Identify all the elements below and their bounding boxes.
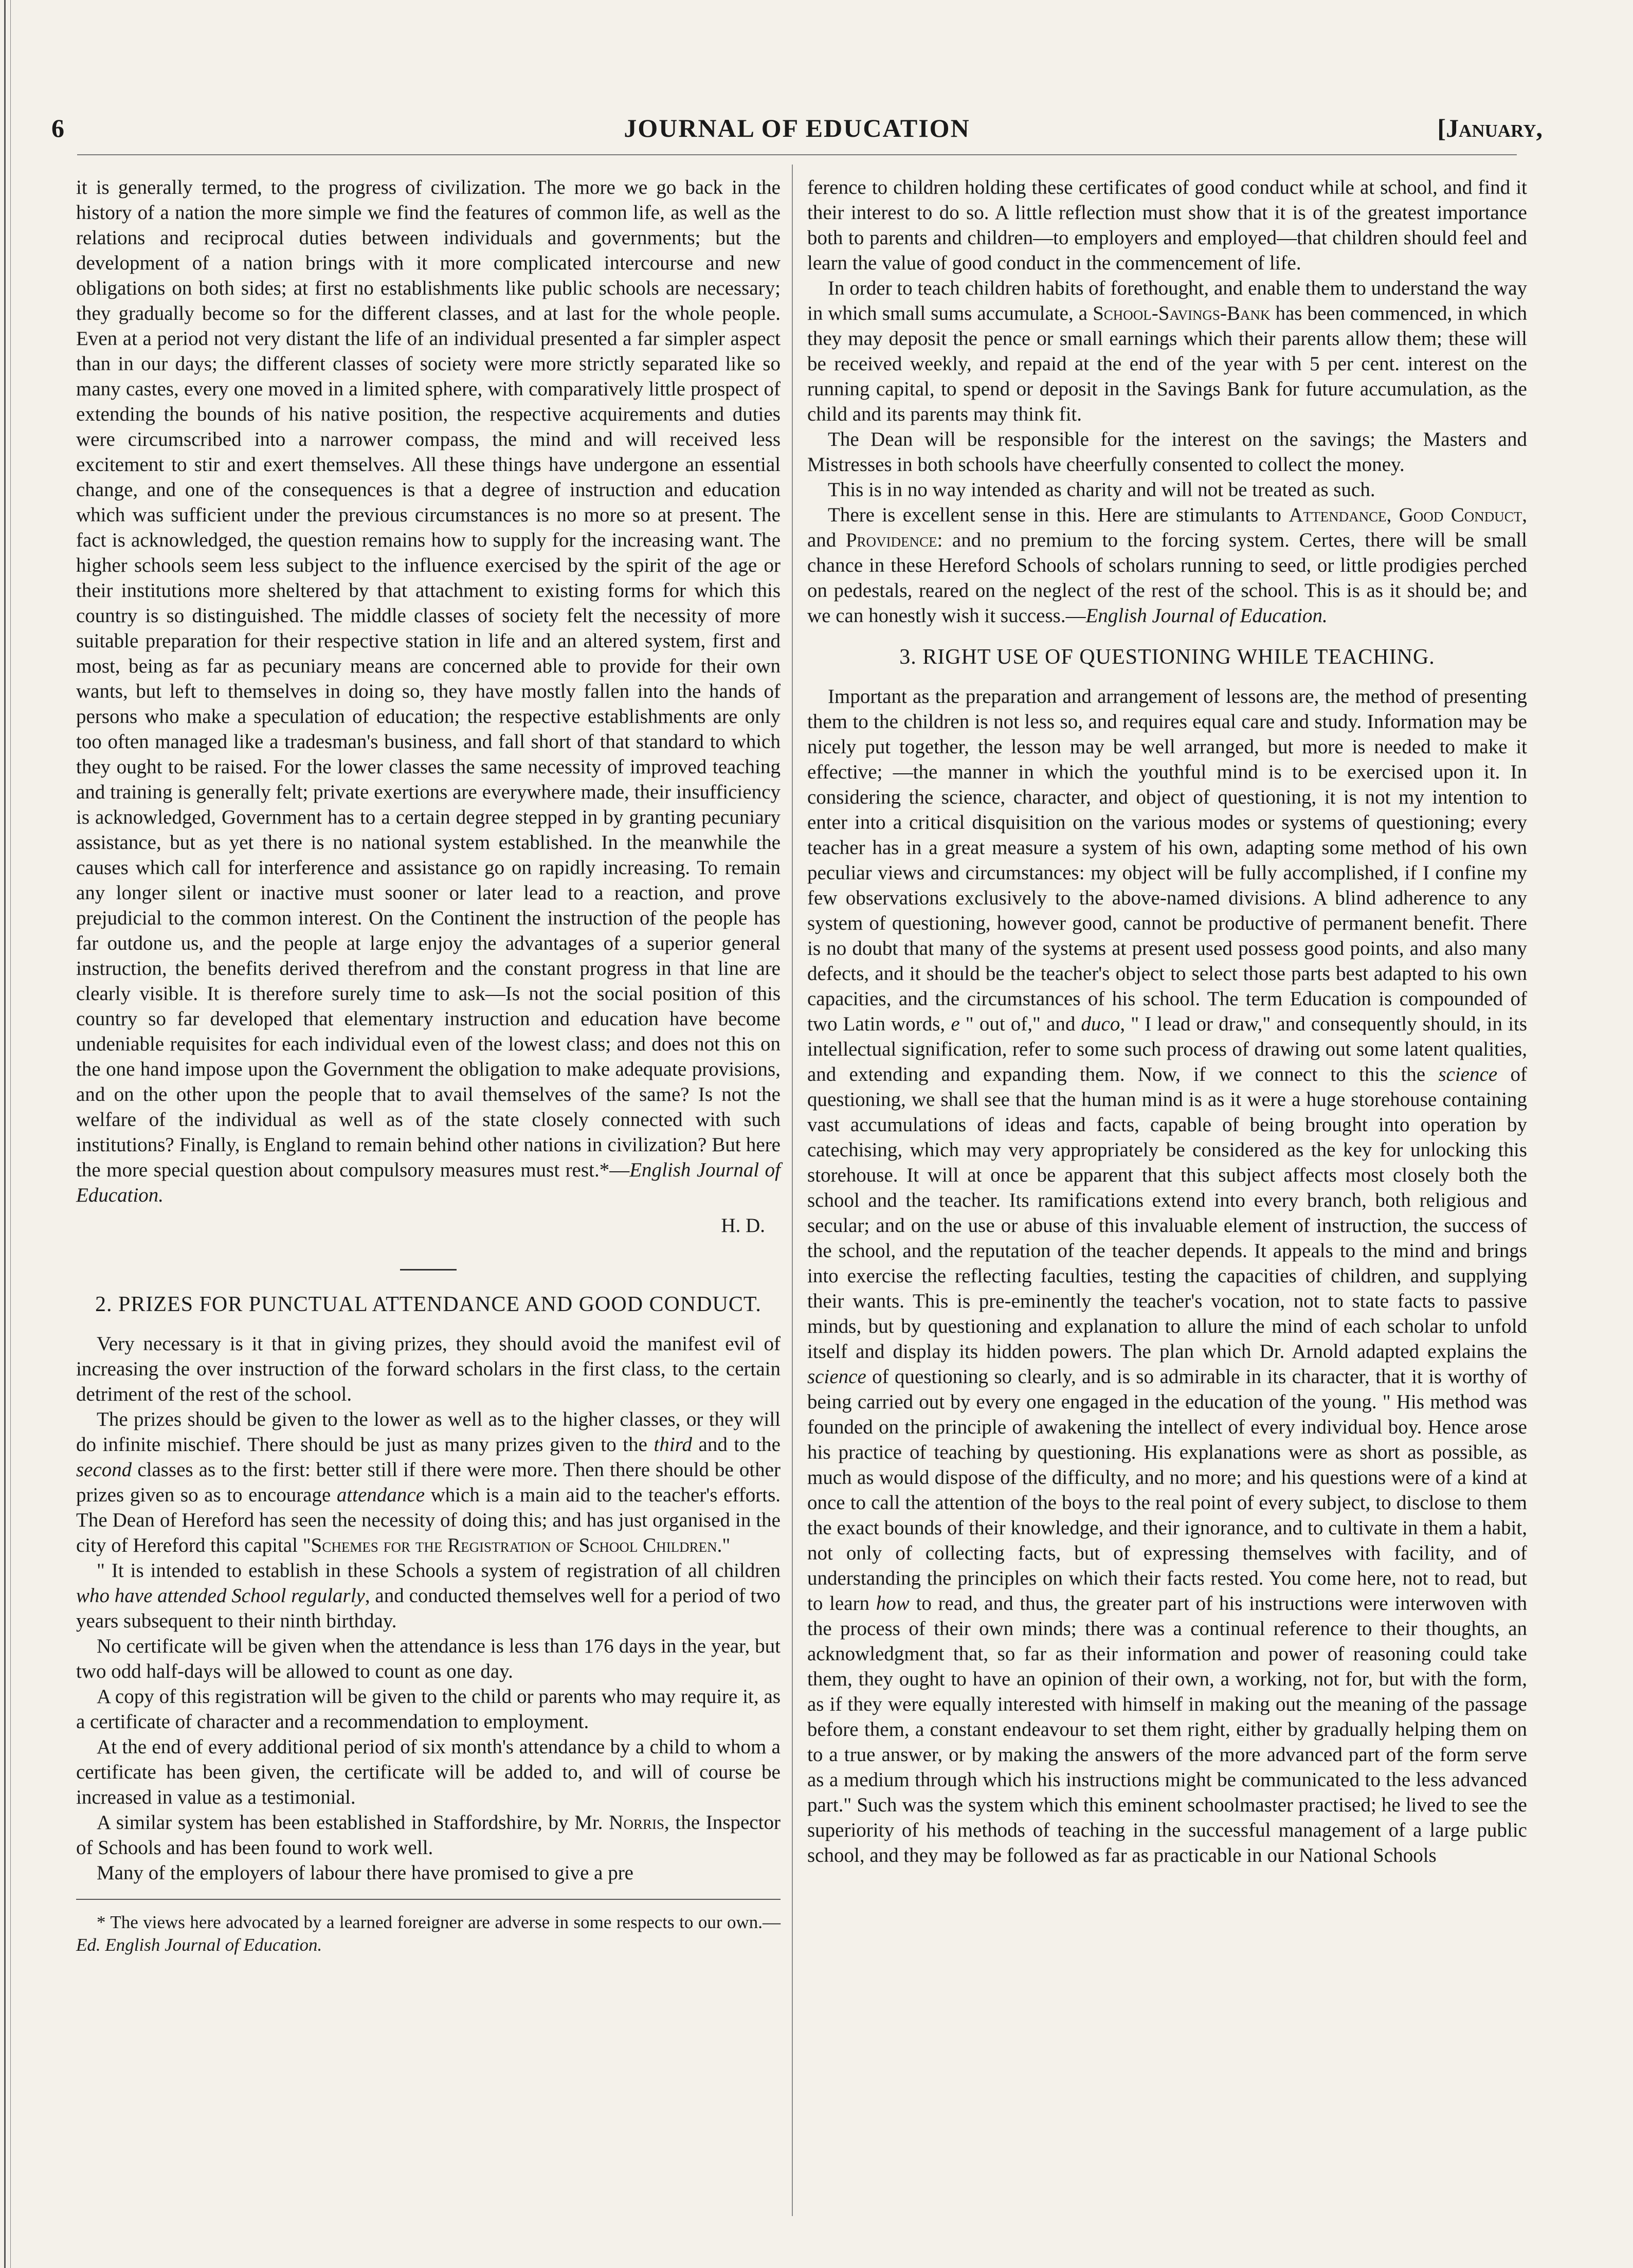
article1-signature: H. D. xyxy=(721,1214,765,1237)
section2-paragraph-6: At the end of every additional period of six month's attendance by a child to whom a certificate has been given, the certificate will be added to, and will of course be increased in value as a testimonial. xyxy=(76,1736,781,1808)
section2-continuation: ference to children holding these certificates of good conduct while at school, and find it their interest to do so. A little reflection must show that it is of the greatest importance both to parents and children—to employers and employed—that children should feel and learn the value of good conduct in the commencement of life. xyxy=(807,176,1527,274)
savings-bank-paragraph: In order to teach children habits of forethought, and enable them to understand the way in which small sums accumulate, a School-Savings-Bank has been commenced, in which they may deposit the pence or small earnings which their parents allow them; these will be received weekly, and repaid at the end of the year with 5 per cent. interest on the running capital, to spend or deposit in the Savings Bank for future accumulation, as the child and its parents may think fit. xyxy=(807,277,1527,425)
section2-paragraph-5: A copy of this registration will be given to the child or parents who may require it, as a certificate of character and a recommendation to employment. xyxy=(76,1685,781,1733)
page-number: 6 xyxy=(51,114,64,142)
journal-title: JOURNAL OF EDUCATION xyxy=(624,114,970,142)
section2-paragraph-1: Very necessary is it that in giving prizes, they should avoid the manifest evil of increasing the over instruction of the forward scholars in the first class, to the certain detriment of the rest of the school. xyxy=(76,1333,781,1405)
section2-paragraph-8: Many of the employers of labour there have promised to give a pre xyxy=(97,1862,633,1884)
section3-heading: 3. RIGHT USE OF QUESTIONING WHILE TEACHING. xyxy=(899,645,1435,669)
article1-paragraph: it is generally termed, to the progress of civilization. The more we go back in the history of a nation the more simple we find the features of common life, as well as the relations and reciprocal duties between individuals and governments; but the development of a nation brings with it more complicated intercourse and new obligations on both sides; at first no establishments like public schools are necessary; they gradually become so for the different classes, and at last for the whole people. Even at a period not very distant the life of an individual presented a far simpler aspect than in our days; the different classes of society were more strictly separated like so many castes, every one moved in a limited sphere, with comparatively little prospect of extending the bounds of his native position, the respective acquirements and duties were circumscribed into a narrower compass, the mind and will received less excitement to stir and exert themselves. All these things have undergone an essential change, and one of the consequences is that a degree of instruction and education which was sufficient under the previous circumstances is no more so at present. The fact is acknowledged, the question remains how to supply for the increasing want. The higher schools seem less subject to the influence exercised by the spirit of the age or their institutions more sheltered by that attachment to existing forms for which this country is so distinguished. The middle classes of society felt the necessity of more suitable preparation for their respective station in life and an altered system, first and most, being as far as pecuniary means are concerned able to provide for their own wants, but left to themselves in doing so, they have mostly fallen into the hands of persons who make a speculation of education; the respective establishments are only too often managed like a tradesman's business, and fall short of that standard to which they ought to be raised. For the lower classes the same necessity of improved teaching and training is generally felt; private exertions are everywhere made, their insufficiency is acknowledged, Government has to a certain degree stepped in by granting pecuniary assistance, but as yet there is no national system established. In the meanwhile the causes which call for interference and assistance go on rapidly increasing. To remain any longer silent or inactive must sooner or later lead to a reaction, and prove prejudicial to the common interest. On the Continent the instruction of the people has far outdone us, and the people at large enjoy the advantages of a superior general instruction, the benefits derived therefrom and the constant progress in that line are clearly visible. It is therefore surely time to ask—Is not the social position of this country so far developed that elementary instruction and education have become undeniable requisites for each individual even of the lowest class; and does not this on the one hand impose upon the Government the obligation to make adequate provisions, and on the other upon the people that to avail themselves of the same? Is not the welfare of the individual as well as of the state closely connected with such institutions? Finally, is England to remain behind other nations in civilization? But here the more special question about compulsory measures must rest.*—English Journal of Education. xyxy=(76,176,781,1206)
column-divider xyxy=(792,165,793,2216)
issue-month: [January, xyxy=(1437,114,1543,142)
left-column xyxy=(76,175,781,1956)
page-header xyxy=(51,113,1543,149)
footnote: * The views here advocated by a learned foreigner are adverse in some respects to our own.—Ed. English Journal of Education. xyxy=(76,1912,781,1955)
section3-paragraph: Important as the preparation and arrangement of lessons are, the method of presenting them to the children is not less so, and requires equal care and study. Information may be nicely put together, the lesson may be well arranged, but more is needed to make it effective; —the manner in which the youthful mind is to be exercised upon it. In considering the science, character, and object of questioning, it is not my intention to enter into a critical disquisition on the various modes or systems of questioning; every teacher has in a great measure a system of his own, adapting some method of his own peculiar views and circumstances: my object will be fully accomplished, if I confine my few observations exclusively to the above-named divisions. A blind adherence to any system of questioning, however good, cannot be productive of permanent benefit. There is no doubt that many of the systems at present used possess good points, and also many defects, and it should be the teacher's object to select those parts best adapted to his own capacities, and the circumstances of his school. The term Education is compounded of two Latin words, e " out of," and duco, " I lead or draw," and consequently should, in its intellectual signification, refer to some such process of drawing out some latent qualities, and extending and expanding them. Now, if we connect to this the science of questioning, we shall see that the human mind is as it were a huge storehouse containing vast accumulations of ideas and facts, capable of being brought into operation by catechising, which may very appropriately be considered as the key for unlocking this storehouse. It will at once be apparent that this subject affects most closely both the school and the teacher. Its ramifications extend into every branch, both religious and secular; and on the use or abuse of this invaluable element of instruction, the success of the school, and the reputation of the teacher depends. It appeals to the mind and brings into exercise the reflecting faculties, testing the capacities of children, and supplying their wants. This is pre-eminently the teacher's vocation, not to state facts to passive minds, but by questioning and explanation to allure the mind of each scholar to unfold itself and display its hidden powers. The plan which Dr. Arnold adapted explains the science of questioning so clearly, and is so admirable in its character, that it is worthy of being carried out by every one engaged in the education of the young. " His method was founded on the principle of awakening the intellect of every individual boy. Hence arose his practice of teaching by questioning. His explanations were as short as possible, as much as would dispose of the difficulty, and no more; and his questions were of a kind at once to call the attention of the boys to the real point of every subject, to disclose to them the exact bounds of their knowledge, and their ignorance, and to cultivate in them a habit, not only of collecting facts, but of expressing themselves with facility, and of understanding the principles on which their facts rested. You come here, not to read, but to learn how to read, and thus, the greater part of his instructions were interwoven with the process of their own minds; there was a continual reference to their thoughts, an acknowledgment that, so far as their information and power of reasoning could take them, they ought to have an opinion of their own, a working, not for, but with the form, as if they were equally interested with himself in making out the meaning of the passage before them, a constant endeavour to set them right, either by gradually helping them on to a true answer, or by making the answers of the more advanced part of the form serve as a medium through which his instructions might be communicated to the less advanced part." Such was the system which this eminent schoolmaster practised; he lived to see the superiority of his methods of teaching in the successful management of a large public school, and they may be followed as far as practicable in our National Schools xyxy=(807,685,1527,1866)
right-column xyxy=(807,175,1527,1868)
commentary-paragraph: There is excellent sense in this. Here are stimulants to Attendance, Good Conduct, and Providence: and no premium to the forcing system. Certes, there will be small chance in these Hereford Schools of scholars running to seed, or little prodigies perched on pedestals, reared on the neglect of the rest of the school. This is as it should be; and we can honestly wish it success.—English Journal of Education. xyxy=(807,504,1528,627)
section2-paragraph-3: " It is intended to establish in these Schools a system of registration of all children who have attended School regularly, and conducted themselves well for a period of two years subsequent to their ninth birthday. xyxy=(76,1559,781,1632)
section2-paragraph-4: No certificate will be given when the attendance is less than 176 days in the year, but two odd half-days will be allowed to count as one day. xyxy=(76,1635,781,1682)
binding-edge xyxy=(4,0,6,2268)
dean-paragraph: The Dean will be responsible for the interest on the savings; the Masters and Mistresses in both schools have cheerfully consented to collect the money. xyxy=(807,428,1527,476)
section-separator xyxy=(400,1269,457,1271)
section2-paragraph-2: The prizes should be given to the lower as well as to the higher classes, or they will do infinite mischief. There should be just as many prizes given to the third and to the second classes as to the first: better still if there were more. Then there should be other prizes given so as to encourage attendance which is a main aid to the teacher's efforts. The Dean of Hereford has seen the necessity of doing this; and has just organised in the city of Hereford this capital "Schemes for the Registration of School Children." xyxy=(76,1408,781,1556)
header-rule xyxy=(77,154,1517,155)
binding-edge-line xyxy=(10,0,11,2268)
section2-heading: 2. PRIZES FOR PUNCTUAL ATTENDANCE AND GOOD CONDUCT. xyxy=(95,1293,761,1316)
section2-paragraph-7: A similar system has been established in Staffordshire, by Mr. Norris, the Inspector of Schools and has been found to work well. xyxy=(76,1811,781,1859)
footnote-rule xyxy=(76,1899,781,1900)
charity-paragraph: This is in no way intended as charity and will not be treated as such. xyxy=(828,479,1375,501)
article1-source: English Journal of Education. xyxy=(76,1159,781,1206)
